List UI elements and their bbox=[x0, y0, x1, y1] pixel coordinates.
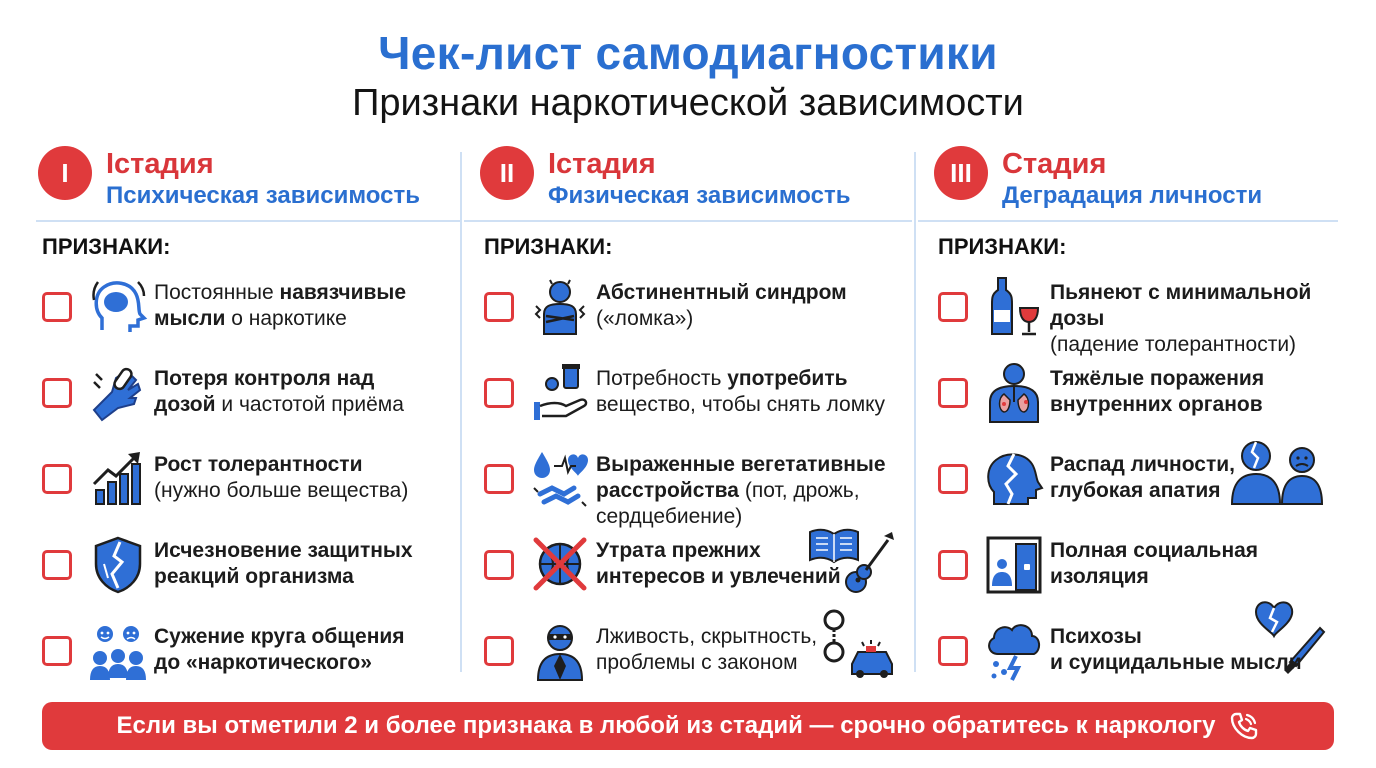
checklist-item bbox=[36, 368, 460, 438]
page-subtitle: Признаки наркотической зависимости bbox=[352, 82, 1024, 124]
checkbox[interactable] bbox=[484, 550, 514, 580]
signs-label: ПРИЗНАКИ: bbox=[484, 234, 613, 259]
body-organs-icon bbox=[984, 362, 1044, 424]
item-text: Выраженные вегетативные расстройства (пот, дрожь, сердцебиение) bbox=[596, 453, 886, 528]
item-text: Потеря контроля над дозой и частотой приёма bbox=[154, 367, 404, 416]
sweat-heart-tremor-icon bbox=[530, 448, 590, 510]
item-text: Постоянные навязчивые мысли о наркотике bbox=[154, 281, 407, 330]
checklist-item bbox=[932, 368, 1340, 438]
stage-2-column bbox=[478, 142, 914, 682]
checklist-item bbox=[932, 454, 1340, 524]
item-text: Потребность употребить вещество, чтобы снять ломку bbox=[596, 367, 886, 416]
handcuffs-police-car-icon bbox=[822, 606, 898, 680]
item-text: Сужение круга общения до «наркотического» bbox=[154, 625, 405, 674]
checklist-item bbox=[478, 453, 914, 528]
broken-shield-icon bbox=[88, 534, 148, 596]
isolation-room-icon bbox=[984, 534, 1044, 596]
item-text: Абстинентный синдром («ломка») bbox=[596, 281, 847, 330]
stage-subtitle: Физическая зависимость bbox=[548, 182, 851, 209]
item-text: Пьянеют с минимальной дозы (падение толерантности) bbox=[1050, 281, 1312, 356]
checkbox[interactable] bbox=[42, 464, 72, 494]
stage-header bbox=[932, 142, 1340, 220]
checklist-item bbox=[478, 368, 914, 438]
checklist-item bbox=[36, 540, 460, 610]
item-text: Исчезновение защитных реакций организма bbox=[154, 539, 413, 588]
stage-1-column bbox=[36, 142, 460, 682]
masked-person-icon bbox=[530, 620, 590, 682]
checklist-item bbox=[932, 281, 1340, 356]
stage-badge: I bbox=[38, 146, 92, 200]
signs-label: ПРИЗНАКИ: bbox=[938, 234, 1067, 259]
stage-badge: II bbox=[480, 146, 534, 200]
stage-header bbox=[36, 142, 460, 220]
crossed-ball-icon bbox=[530, 534, 590, 596]
checkbox[interactable] bbox=[484, 378, 514, 408]
item-text: Рост толерантности (нужно больше вещества) bbox=[154, 453, 409, 502]
stage-subtitle: Деградация личности bbox=[1002, 182, 1263, 209]
shivering-person-icon bbox=[530, 276, 590, 338]
checkbox[interactable] bbox=[42, 636, 72, 666]
checkbox[interactable] bbox=[42, 378, 72, 408]
checkbox[interactable] bbox=[484, 464, 514, 494]
item-text: Лживость, скрытность, проблемы с законом bbox=[596, 625, 818, 674]
storm-cloud-icon bbox=[984, 620, 1044, 682]
sad-people-icon bbox=[1230, 438, 1330, 506]
bottle-glass-icon bbox=[984, 276, 1044, 338]
warning-banner bbox=[42, 702, 1334, 750]
signs-label: ПРИЗНАКИ: bbox=[42, 234, 171, 259]
checklist-item bbox=[932, 626, 1340, 696]
item-text: Полная социальная изоляция bbox=[1050, 539, 1259, 588]
checklist-item bbox=[36, 454, 460, 524]
checkbox[interactable] bbox=[484, 636, 514, 666]
stage-badge: III bbox=[934, 146, 988, 200]
broken-head-icon bbox=[984, 448, 1044, 510]
checklist-item bbox=[478, 540, 914, 610]
checkbox[interactable] bbox=[938, 464, 968, 494]
growth-chart-icon bbox=[88, 448, 148, 510]
phone-icon[interactable] bbox=[1229, 711, 1259, 741]
head-thoughts-icon bbox=[88, 276, 148, 338]
checkbox[interactable] bbox=[938, 378, 968, 408]
checkbox[interactable] bbox=[484, 292, 514, 322]
column-divider bbox=[460, 152, 462, 672]
checkbox[interactable] bbox=[42, 292, 72, 322]
checklist-item bbox=[478, 282, 914, 352]
stage-header bbox=[478, 142, 914, 220]
item-text: Распад личности, глубокая апатия bbox=[1050, 453, 1236, 502]
stage-label: Стадия bbox=[1002, 148, 1107, 180]
column-divider bbox=[914, 152, 916, 672]
item-text: Тяжёлые поражения внутренних органов bbox=[1050, 367, 1265, 416]
checkbox[interactable] bbox=[938, 550, 968, 580]
banner-text: Если вы отметили 2 и более признака в любой из стадий — срочно обратитесь к наркологу bbox=[116, 712, 1216, 739]
item-text: Психозы и суицидальные мысли bbox=[1050, 625, 1302, 674]
checklist-item bbox=[36, 626, 460, 696]
checklist-item bbox=[36, 282, 460, 352]
stage-label: Iстадия bbox=[548, 148, 656, 180]
stage-label: Iстадия bbox=[106, 148, 214, 180]
stage-subtitle: Психическая зависимость bbox=[106, 182, 421, 209]
checkbox[interactable] bbox=[938, 636, 968, 666]
checkbox[interactable] bbox=[42, 550, 72, 580]
checkbox[interactable] bbox=[938, 292, 968, 322]
hand-medicine-icon bbox=[530, 362, 590, 424]
people-group-icon bbox=[88, 620, 148, 682]
hand-pill-icon bbox=[88, 362, 148, 424]
item-text: Утрата прежних интересов и увлечений bbox=[596, 539, 841, 588]
checklist-item bbox=[478, 626, 914, 696]
stage-3-column bbox=[932, 142, 1340, 682]
page-title: Чек-лист самодиагностики bbox=[378, 27, 998, 79]
